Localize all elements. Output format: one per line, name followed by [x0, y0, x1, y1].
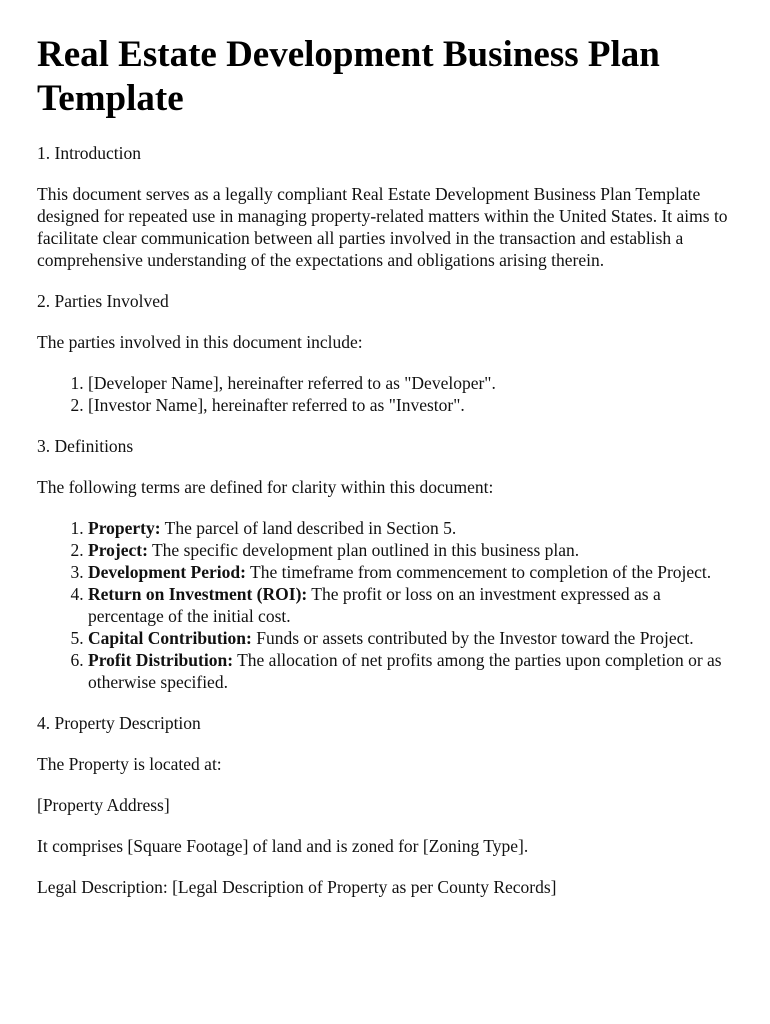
definition-text: The parcel of land described in Section 5.: [160, 518, 457, 538]
definition-term: Development Period:: [88, 562, 246, 582]
section-heading-introduction: 1. Introduction: [37, 143, 142, 163]
definition-term: Property:: [88, 518, 161, 538]
property-location-intro: The Property is located at:: [37, 754, 222, 774]
list-item: [88, 583, 740, 627]
section-heading-definitions: 3. Definitions: [37, 436, 134, 456]
property-legal-description: Legal Description: [Legal Description of Property as per County Records]: [37, 877, 557, 897]
property-address: [Property Address]: [37, 795, 170, 815]
definition-term: Profit Distribution:: [88, 650, 234, 670]
definition-term: Project:: [88, 540, 148, 560]
parties-intro: The parties involved in this document include:: [37, 332, 363, 352]
list-item: 1. [Developer Name], hereinafter referred to as "Developer".: [88, 372, 740, 394]
parties-list: [37, 372, 740, 416]
list-item: [88, 649, 740, 693]
document-title: Real Estate Development Business Plan Template: [37, 34, 660, 119]
definition-text: The specific development plan outlined in this business plan.: [147, 540, 580, 560]
definitions-intro: The following terms are defined for clarity within this document:: [37, 477, 494, 497]
list-item: [88, 517, 740, 539]
definitions-list: [37, 517, 740, 693]
definition-text: The allocation of net profits among the parties upon completion or as otherwise specified.: [88, 650, 722, 692]
definition-text: The timeframe from commencement to completion of the Project.: [245, 562, 712, 582]
definition-text: Funds or assets contributed by the Investor toward the Project.: [251, 628, 694, 648]
list-item: [88, 561, 740, 583]
definition-text: The profit or loss on an investment expressed as a percentage of the initial cost.: [88, 584, 661, 626]
list-item: 2. [Investor Name], hereinafter referred to as "Investor".: [88, 394, 740, 416]
list-item: [88, 539, 740, 561]
property-comprises: It comprises [Square Footage] of land and is zoned for [Zoning Type].: [37, 836, 529, 856]
definition-term: Capital Contribution:: [88, 628, 252, 648]
definition-term: Return on Investment (ROI):: [88, 584, 308, 604]
list-item: [88, 627, 740, 649]
section-heading-parties: 2. Parties Involved: [37, 291, 169, 311]
section-heading-property: 4. Property Description: [37, 713, 201, 733]
introduction-body: This document serves as a legally compliant Real Estate Development Business Plan Template designed for repeated use in managing property-related matters within the United States. It aims to facilitate clear communication between all parties involved in the transaction and establish a comprehensive understanding of the expectations and obligations arising therein.: [37, 184, 728, 270]
